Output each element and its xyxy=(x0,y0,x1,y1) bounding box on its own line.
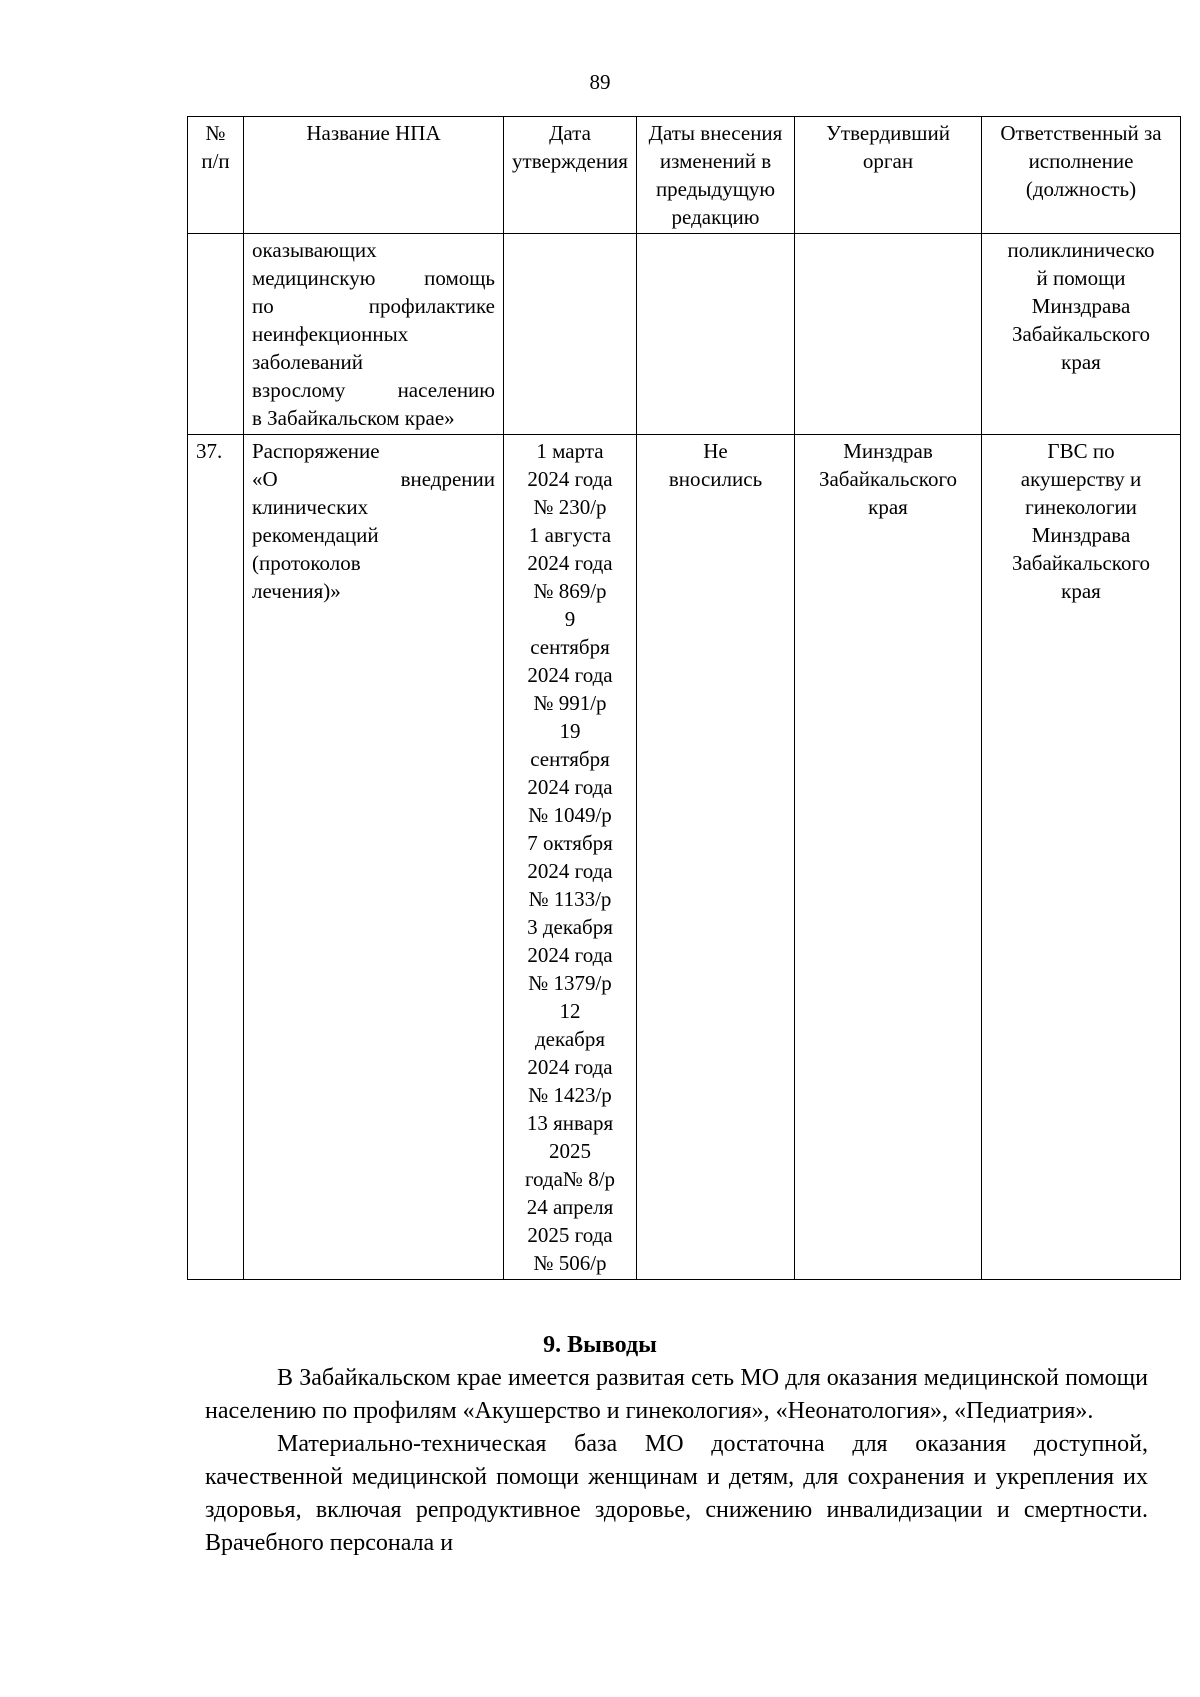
cell-line: неинфекционных xyxy=(252,322,409,346)
table-row xyxy=(188,435,1181,1280)
cell-line: медицинскую помощь xyxy=(252,266,495,290)
cell-line: гинекологии xyxy=(1025,495,1137,519)
cell-line: й помощи xyxy=(1036,266,1126,290)
cell-line: в Забайкальском крае» xyxy=(252,406,455,430)
cell-line: № 230/р xyxy=(533,495,607,519)
cell-line: 24 апреля xyxy=(526,1195,614,1219)
cell-line: Минздрав xyxy=(843,439,933,463)
section-title: 9. Выводы xyxy=(543,1332,657,1358)
cell-line: сентября xyxy=(530,635,610,659)
cell-line: 12 xyxy=(559,999,581,1023)
cell-changes xyxy=(637,435,795,1280)
cell-line: поликлиническо xyxy=(1007,238,1155,262)
cell-line: № 1379/р xyxy=(528,971,612,995)
page-number: 89 xyxy=(589,70,611,94)
cell-line: лечения)» xyxy=(252,579,341,603)
cell-responsible xyxy=(982,234,1181,435)
cell-line: Распоряжение xyxy=(252,439,380,463)
cell-line: Минздрава xyxy=(1031,523,1131,547)
cell-changes xyxy=(637,234,795,435)
cell-line: Забайкальского xyxy=(1011,322,1151,346)
cell-line: № 869/р xyxy=(533,579,607,603)
cell-line: 2024 года xyxy=(527,663,613,687)
cell-responsible xyxy=(982,435,1181,1280)
cell-line: Забайкальского xyxy=(1011,551,1151,575)
cell-line: № 1049/р xyxy=(528,803,612,827)
cell-date xyxy=(504,234,637,435)
cell-line: 2024 года xyxy=(527,467,613,491)
cell-line: 9 xyxy=(564,607,576,631)
cell-line: № 506/р xyxy=(533,1251,607,1275)
cell-line: 2025 xyxy=(549,1139,591,1163)
cell-line: 19 xyxy=(559,719,581,743)
paragraph: Материально-техническая база МО достаточна для оказания доступной, качественной медицинской помощи женщинам и детям, для сохранения и укрепления их здоровья, включая репродуктивное здоровье, снижению инвалидизации и смертности. Врачебного персонала и xyxy=(205,1431,1148,1556)
cell-line: 1 марта xyxy=(536,439,604,463)
cell-line: края xyxy=(1061,350,1101,374)
cell-organ xyxy=(795,435,982,1280)
cell-line: края xyxy=(868,495,908,519)
cell-line: рекомендаций xyxy=(252,523,379,547)
cell-line: 2024 года xyxy=(527,1055,613,1079)
cell-line: клинических xyxy=(252,495,369,519)
cell-line: Забайкальского xyxy=(818,467,958,491)
cell-line: края xyxy=(1061,579,1101,603)
header-name: Название НПА xyxy=(244,117,504,234)
header-responsible: Ответственный за исполнение (должность) xyxy=(982,117,1181,234)
cell-line: 3 декабря xyxy=(527,915,613,939)
cell-line: № 991/р xyxy=(533,691,607,715)
cell-name xyxy=(244,234,504,435)
cell-line: 13 января xyxy=(526,1111,614,1135)
header-changes: Даты внесения изменений в предыдущую редакцию xyxy=(637,117,795,234)
cell-organ xyxy=(795,234,982,435)
cell-line: взрослому населению xyxy=(252,378,495,402)
cell-line: 2024 года xyxy=(527,551,613,575)
cell-line: 2024 года xyxy=(527,943,613,967)
cell-date xyxy=(504,435,637,1280)
cell-line: сентября xyxy=(530,747,610,771)
cell-line: вносились xyxy=(668,467,763,491)
table-header-row xyxy=(188,117,1181,234)
cell-line: 1 августа xyxy=(528,523,612,547)
paragraph: В Забайкальском крае имеется развитая сеть МО для оказания медицинской помощи населению по профилям «Акушерство и гинекология», «Неонатология», «Педиатрия». xyxy=(205,1365,1148,1424)
cell-line: декабря xyxy=(534,1027,606,1051)
table-row xyxy=(188,234,1181,435)
header-num: № п/п xyxy=(188,117,244,234)
cell-line: ГВС по xyxy=(1047,439,1115,463)
cell-line: (протоколов xyxy=(252,551,361,575)
cell-line: заболеваний xyxy=(252,350,363,374)
npa-table xyxy=(187,116,1181,1280)
cell-line: 7 октября xyxy=(527,831,613,855)
cell-line: № 1133/р xyxy=(528,887,612,911)
cell-num: 37. xyxy=(188,435,244,1280)
cell-line: Минздрава xyxy=(1031,294,1131,318)
cell-line: оказывающих xyxy=(252,238,377,262)
conclusions-text xyxy=(205,1362,1148,1560)
header-organ: Утвердивший орган xyxy=(795,117,982,234)
cell-line: 2024 года xyxy=(527,775,613,799)
cell-name xyxy=(244,435,504,1280)
cell-line: «О внедрении xyxy=(252,467,495,491)
cell-line: Не xyxy=(703,439,728,463)
cell-line: 2024 года xyxy=(527,859,613,883)
cell-line: 2025 года xyxy=(527,1223,613,1247)
cell-line: № 1423/р xyxy=(528,1083,612,1107)
header-date: Дата утверждения xyxy=(504,117,637,234)
cell-line: акушерству и xyxy=(1020,467,1142,491)
cell-line: года№ 8/р xyxy=(524,1167,616,1191)
cell-num xyxy=(188,234,244,435)
cell-line: по профилактике xyxy=(252,294,495,318)
